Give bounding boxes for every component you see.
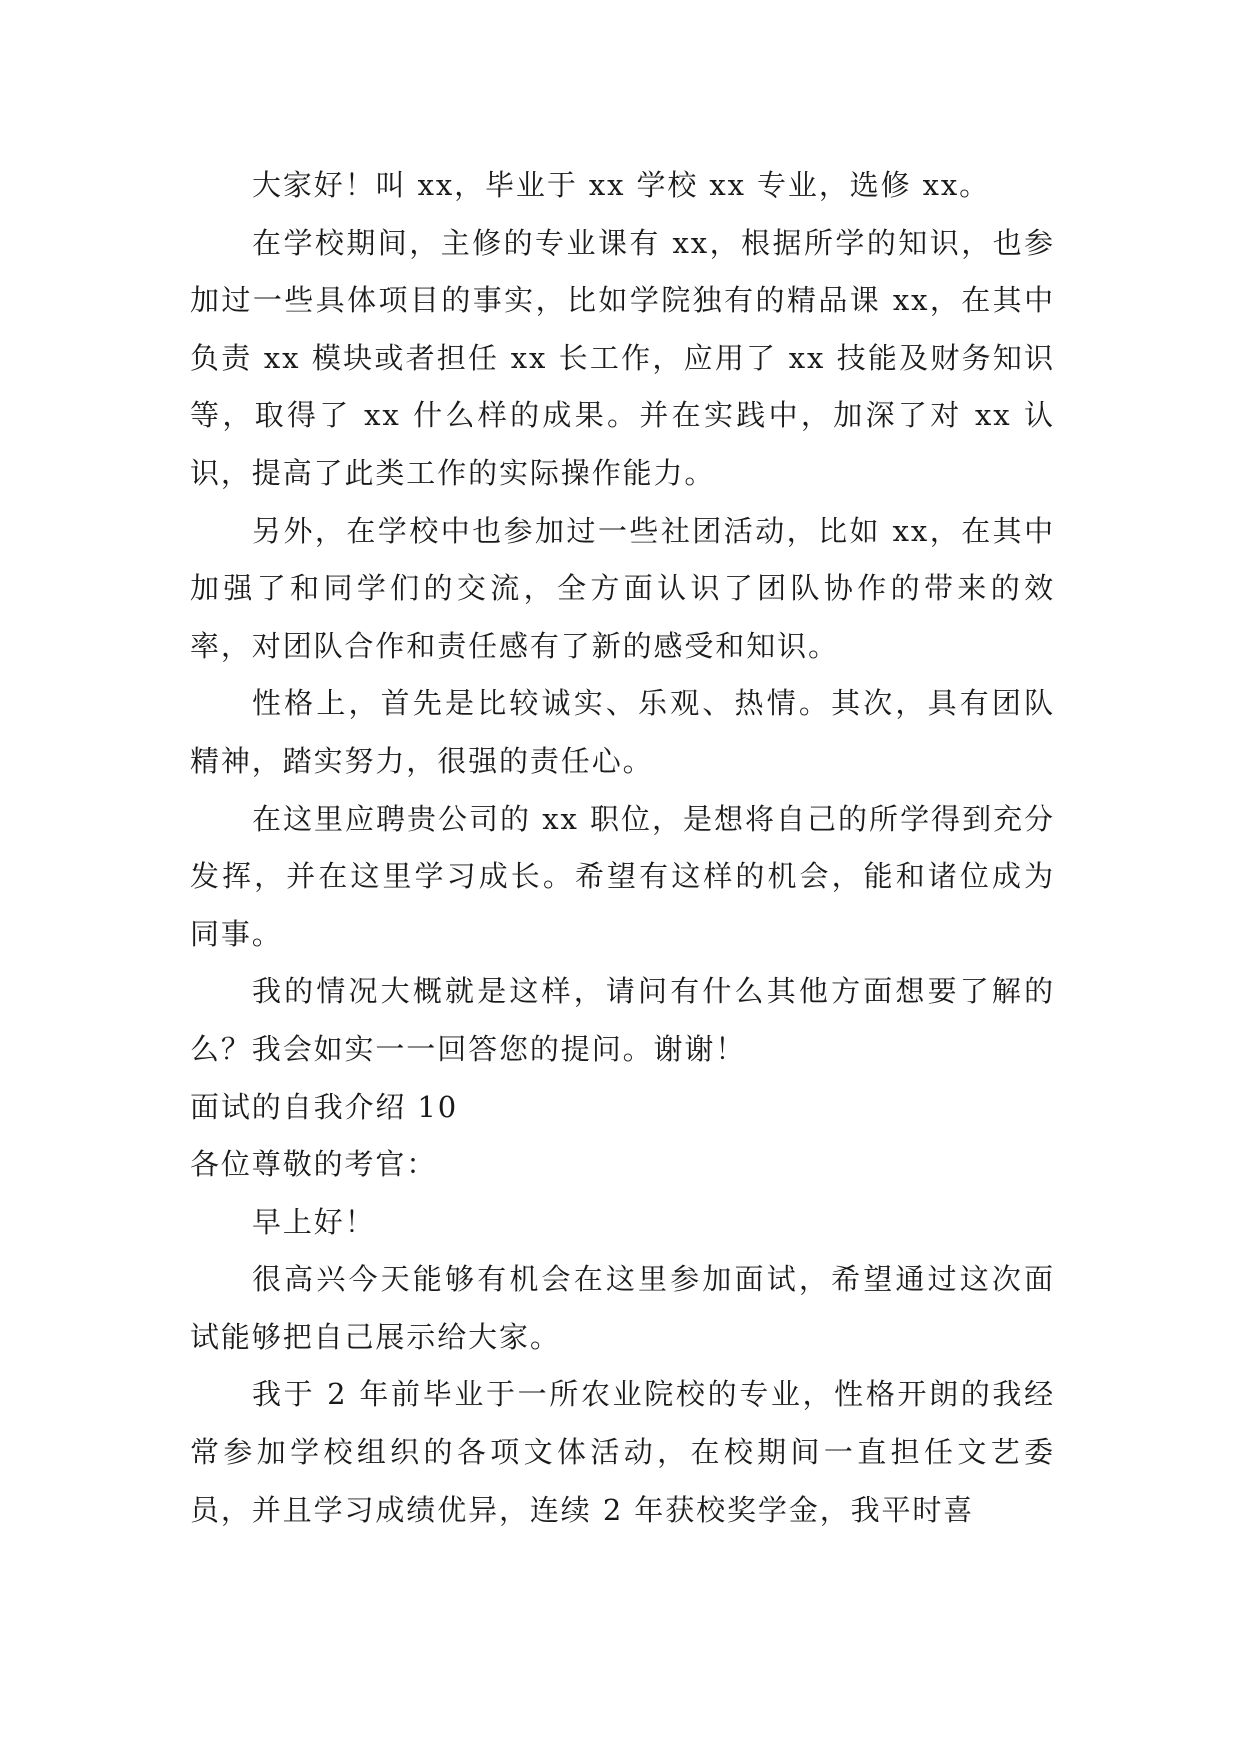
document-page [190, 157, 1055, 1539]
paragraph-study: 在学校期间，主修的专业课有 xx，根据所学的知识，也参加过一些具体项目的事实，比如学院独有的精品课 xx，在其中负责 xx 模块或者担任 xx 长工作，应用了 xx 技能及财务知识等，取得了 xx 什么样的成果。并在实践中，加深了对 xx 认识，提高了此类工作的实际操作能力。 [190, 225, 1055, 490]
paragraph-background: 我于 2 年前毕业于一所农业院校的专业，性格开朗的我经常参加学校组织的各项文体活动，在校期间一直担任文艺委员，并且学习成绩优异，连续 2 年获校奖学金，我平时喜 [190, 1377, 1055, 1527]
paragraph-good-morning: 早上好！ [252, 1204, 376, 1239]
paragraph-opportunity: 很高兴今天能够有机会在这里参加面试，希望通过这次面试能够把自己展示给大家。 [190, 1262, 1055, 1354]
paragraph-closing: 我的情况大概就是这样，请问有什么其他方面想要了解的么？我会如实一一回答您的提问。谢谢！ [190, 974, 1055, 1066]
salutation: 各位尊敬的考官： [190, 1147, 438, 1182]
paragraph-personality: 性格上，首先是比较诚实、乐观、热情。其次，具有团队精神，踏实努力，很强的责任心。 [190, 686, 1055, 778]
section-heading: 面试的自我介绍 10 [190, 1089, 459, 1124]
paragraph-greeting: 大家好！叫 xx，毕业于 xx 学校 xx 专业，选修 xx。 [252, 168, 991, 202]
paragraph-application: 在这里应聘贵公司的 xx 职位，是想将自己的所学得到充分发挥，并在这里学习成长。希望有这样的机会，能和诸位成为同事。 [190, 801, 1055, 951]
paragraph-activities: 另外，在学校中也参加过一些社团活动，比如 xx，在其中加强了和同学们的交流，全方面认识了团队协作的带来的效率，对团队合作和责任感有了新的感受和知识。 [190, 513, 1055, 663]
